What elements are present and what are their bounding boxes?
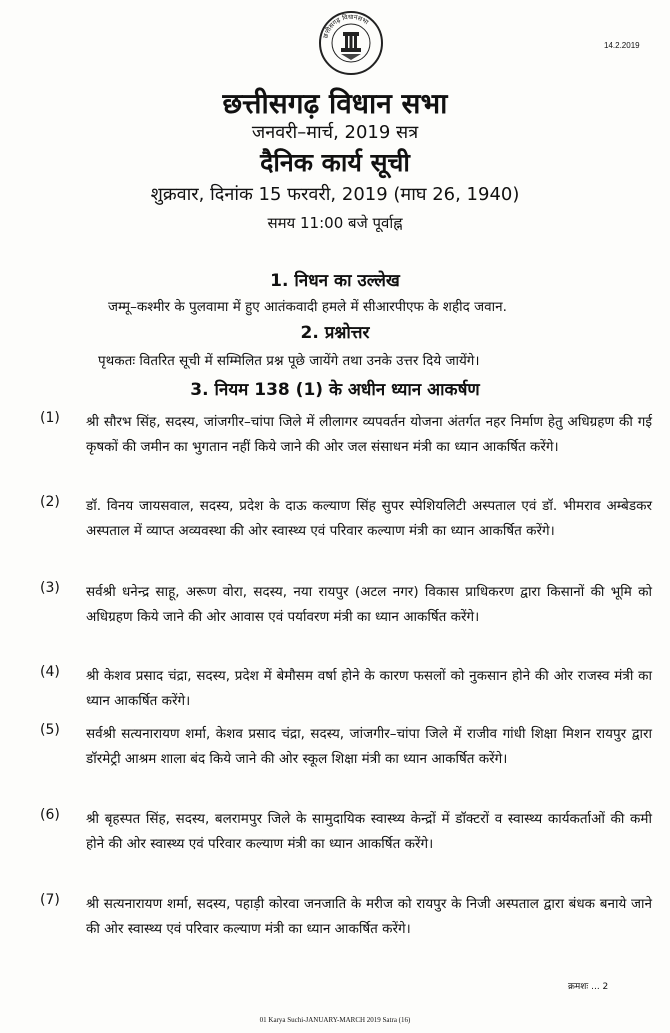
item-text: सर्वश्री धनेन्द्र साहू, अरूण वोरा, सदस्य, नया रायपुर (अटल नगर) विकास प्राधिकरण द्वारा किसानों की भूमि को अधिग्रहण किये जाने की ओर आवास एवं पर्यावरण मंत्री का ध्यान आकर्षित करेंगे।	[86, 584, 652, 625]
item-text: श्री बृहस्पत सिंह, सदस्य, बलरामपुर जिले के सामुदायिक स्वास्थ्य केन्द्रों में डॉक्टरों व स्वास्थ्य कार्यकर्ताओं की कमी होने की ओर स्वास्थ्य एवं परिवार कल्याण मंत्री का ध्यान आकर्षित करेंगे।	[86, 811, 652, 852]
assembly-title: छत्तीसगढ़ विधान सभा	[222, 87, 448, 120]
item-number: (6)	[40, 807, 60, 823]
emblem-ring-text: छत्तीसगढ़ विधानसभा	[321, 12, 370, 40]
item-text: श्री सौरभ सिंह, सदस्य, जांजगीर–चांपा जिले में लीलागर व्यपवर्तन योजना अंतर्गत नहर निर्माण हेतु अधिग्रहण की गई कृषकों की जमीन का भुगतान नहीं किये जाने की ओर जल संसाधन मंत्री का ध्यान आकर्षित करेंगे।	[86, 414, 652, 455]
questions-text: पृथकतः वितरित सूची में सम्मिलित प्रश्न पूछे जायेंगे तथा उनके उत्तर दिये जायेंगे।	[98, 353, 480, 369]
document-date-ref: 14.2.2019	[604, 41, 640, 50]
section-heading-obituary: 1. निधन का उल्लेख	[270, 271, 400, 291]
item-number: (7)	[40, 892, 60, 908]
session-title: जनवरी–मार्च, 2019 सत्र	[251, 122, 419, 143]
item-number: (5)	[40, 722, 60, 738]
item-text: डॉ. विनय जायसवाल, सदस्य, प्रदेश के दाऊ कल्याण सिंह सुपर स्पेशियलिटी अस्पताल एवं डॉ. भीमराव अम्बेडकर अस्पताल में व्याप्त अव्यवस्था की ओर स्वास्थ्य एवं परिवार कल्याण मंत्री का ध्यान आकर्षित करेंगे।	[86, 498, 652, 539]
item-text: श्री सत्यनारायण शर्मा, सदस्य, पहाड़ी कोरवा जनजाति के मरीज को रायपुर के निजी अस्पताल द्वारा बंधक बनाये जाने की ओर स्वास्थ्य एवं परिवार कल्याण मंत्री का ध्यान आकर्षित करेंगे।	[86, 896, 652, 937]
sitting-time: समय 11:00 बजे पूर्वाह्न	[267, 214, 403, 232]
assembly-emblem-icon	[318, 10, 384, 76]
section-heading-attention: 3. नियम 138 (1) के अधीन ध्यान आकर्षण	[190, 380, 480, 400]
item-number: (2)	[40, 494, 60, 510]
agenda-title: दैनिक कार्य सूची	[260, 148, 410, 177]
page-footer: 01 Karya Suchi-JANUARY-MARCH 2019 Satra (16)	[259, 1016, 411, 1024]
item-text: श्री केशव प्रसाद चंद्रा, सदस्य, प्रदेश में बेमौसम वर्षा होने के कारण फसलों को नुकसान होने की ओर राजस्व मंत्री का ध्यान आकर्षित करेंगे।	[86, 668, 652, 709]
item-number: (1)	[40, 410, 60, 426]
continuation-marker: क्रमशः ... 2	[568, 982, 609, 992]
section-heading-questions: 2. प्रश्नोत्तर	[300, 323, 370, 343]
item-number: (4)	[40, 664, 60, 680]
obituary-text: जम्मू–कश्मीर के पुलवामा में हुए आतंकवादी हमले में सीआरपीएफ के शहीद जवान.	[108, 299, 507, 315]
item-text: सर्वश्री सत्यनारायण शर्मा, केशव प्रसाद चंद्रा, सदस्य, जांजगीर–चांपा जिले में राजीव गांधी शिक्षा मिशन रायपुर द्वारा डॉरमेट्री आश्रम शाला बंद किये जाने की ओर स्कूल शिक्षा मंत्री का ध्यान आकर्षित करेंगे।	[86, 726, 652, 767]
item-number: (3)	[40, 580, 60, 596]
sitting-date: शुक्रवार, दिनांक 15 फरवरी, 2019 (माघ 26, 1940)	[150, 184, 520, 205]
